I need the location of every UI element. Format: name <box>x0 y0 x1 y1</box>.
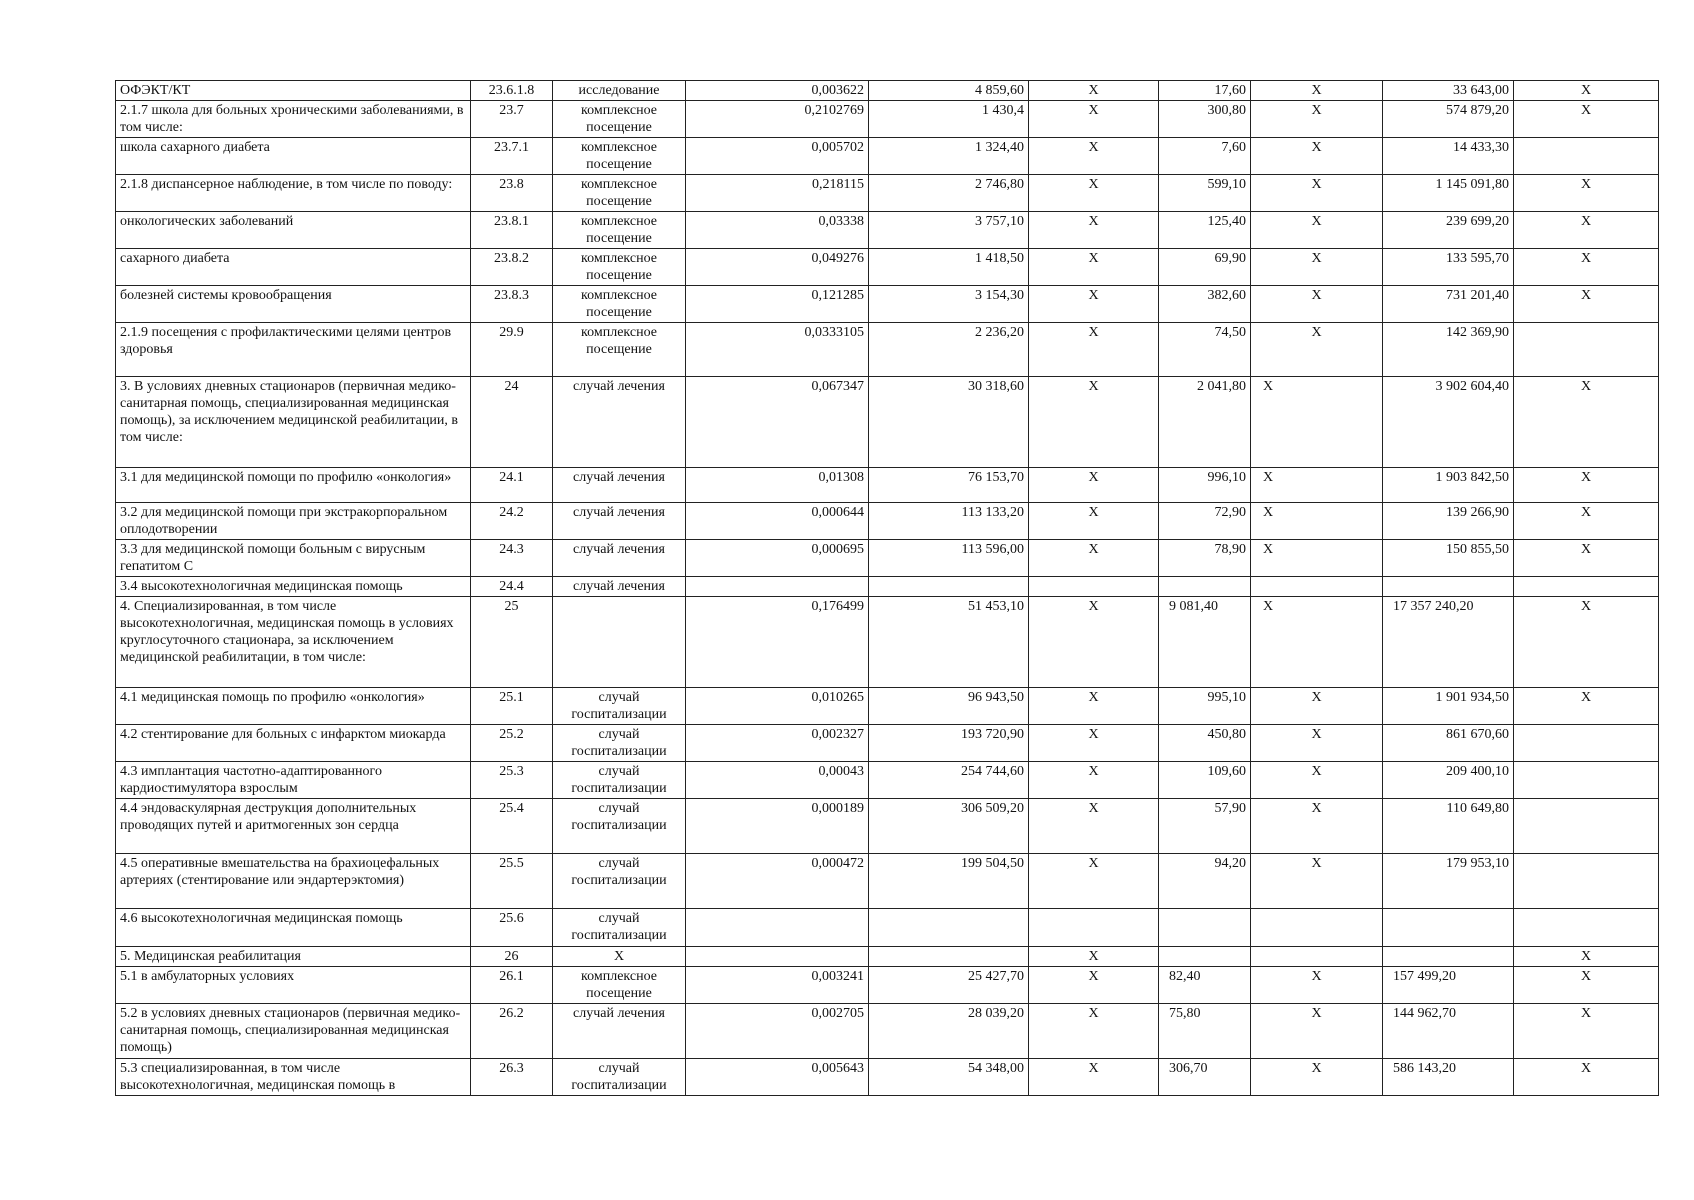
row-x3-cell: X <box>1514 1059 1659 1096</box>
row-x2-cell: X <box>1251 967 1383 1004</box>
row-x2-cell: X <box>1251 249 1383 286</box>
row-norm-cell: 0,176499 <box>686 597 869 688</box>
row-x1-cell: X <box>1029 249 1159 286</box>
row-x1-cell: X <box>1029 947 1159 967</box>
row-per-capita-cell: 75,80 <box>1159 1004 1251 1059</box>
row-per-capita-cell: 996,10 <box>1159 468 1251 503</box>
row-cost-cell: 30 318,60 <box>869 377 1029 468</box>
row-unit-cell: комплексное посещение <box>553 212 686 249</box>
row-x1-cell: X <box>1029 1059 1159 1096</box>
row-code-cell: 23.8.2 <box>471 249 553 286</box>
row-total-cell: 139 266,90 <box>1383 503 1514 540</box>
row-per-capita-cell: 125,40 <box>1159 212 1251 249</box>
row-x2-cell <box>1251 909 1383 947</box>
row-x2-cell: X <box>1251 597 1383 688</box>
row-x3-cell: X <box>1514 212 1659 249</box>
row-per-capita-cell: 82,40 <box>1159 967 1251 1004</box>
row-x2-cell: X <box>1251 1059 1383 1096</box>
row-norm-cell: 0,003622 <box>686 81 869 101</box>
row-norm-cell: 0,000189 <box>686 799 869 854</box>
row-x2-cell: X <box>1251 503 1383 540</box>
row-per-capita-cell: 7,60 <box>1159 138 1251 175</box>
row-x2-cell: X <box>1251 81 1383 101</box>
row-unit-cell: случай лечения <box>553 1004 686 1059</box>
row-x2-cell: X <box>1251 377 1383 468</box>
row-total-cell: 142 369,90 <box>1383 323 1514 377</box>
row-unit-cell: случай лечения <box>553 377 686 468</box>
row-total-cell <box>1383 947 1514 967</box>
row-norm-cell: 0,049276 <box>686 249 869 286</box>
row-x3-cell: X <box>1514 101 1659 138</box>
row-norm-cell: 0,218115 <box>686 175 869 212</box>
row-norm-cell: 0,067347 <box>686 377 869 468</box>
row-unit-cell: случай госпитализации <box>553 688 686 725</box>
row-cost-cell: 25 427,70 <box>869 967 1029 1004</box>
row-cost-cell: 96 943,50 <box>869 688 1029 725</box>
row-cost-cell: 113 133,20 <box>869 503 1029 540</box>
row-name-cell: 4.1 медицинская помощь по профилю «онкология» <box>116 688 471 725</box>
row-x1-cell: X <box>1029 101 1159 138</box>
row-name-cell: 2.1.9 посещения с профилактическими целями центров здоровья <box>116 323 471 377</box>
row-code-cell: 23.6.1.8 <box>471 81 553 101</box>
row-code-cell: 26.2 <box>471 1004 553 1059</box>
row-code-cell: 25.1 <box>471 688 553 725</box>
row-x1-cell: X <box>1029 377 1159 468</box>
row-x2-cell: X <box>1251 762 1383 799</box>
row-cost-cell: 199 504,50 <box>869 854 1029 909</box>
row-x2-cell <box>1251 947 1383 967</box>
row-x1-cell <box>1029 909 1159 947</box>
row-x2-cell: X <box>1251 540 1383 577</box>
row-unit-cell: случай лечения <box>553 577 686 597</box>
table-row <box>116 286 1659 323</box>
row-code-cell: 24.4 <box>471 577 553 597</box>
row-unit-cell <box>553 597 686 688</box>
table-row <box>116 212 1659 249</box>
row-per-capita-cell: 382,60 <box>1159 286 1251 323</box>
row-x3-cell: X <box>1514 468 1659 503</box>
row-norm-cell: 0,121285 <box>686 286 869 323</box>
row-per-capita-cell: 306,70 <box>1159 1059 1251 1096</box>
row-name-cell: 3.3 для медицинской помощи больным с вирусным гепатитом С <box>116 540 471 577</box>
row-norm-cell: 0,000644 <box>686 503 869 540</box>
row-x3-cell: X <box>1514 540 1659 577</box>
row-total-cell: 1 145 091,80 <box>1383 175 1514 212</box>
row-name-cell: школа сахарного диабета <box>116 138 471 175</box>
row-norm-cell: 0,2102769 <box>686 101 869 138</box>
row-code-cell: 23.8 <box>471 175 553 212</box>
table-row <box>116 81 1659 101</box>
row-total-cell <box>1383 909 1514 947</box>
row-norm-cell: 0,01308 <box>686 468 869 503</box>
row-cost-cell: 3 154,30 <box>869 286 1029 323</box>
row-x3-cell: X <box>1514 249 1659 286</box>
row-code-cell: 24.1 <box>471 468 553 503</box>
row-total-cell: 33 643,00 <box>1383 81 1514 101</box>
row-x3-cell <box>1514 762 1659 799</box>
row-name-cell: 3.4 высокотехнологичная медицинская помощь <box>116 577 471 597</box>
row-x1-cell: X <box>1029 138 1159 175</box>
row-unit-cell: случай госпитализации <box>553 725 686 762</box>
row-x1-cell: X <box>1029 81 1159 101</box>
row-total-cell: 1 903 842,50 <box>1383 468 1514 503</box>
row-code-cell: 25.5 <box>471 854 553 909</box>
row-cost-cell: 3 757,10 <box>869 212 1029 249</box>
row-per-capita-cell: 9 081,40 <box>1159 597 1251 688</box>
row-x3-cell: X <box>1514 597 1659 688</box>
row-total-cell: 17 357 240,20 <box>1383 597 1514 688</box>
row-x3-cell: X <box>1514 175 1659 212</box>
table-row <box>116 323 1659 377</box>
row-code-cell: 23.8.3 <box>471 286 553 323</box>
row-name-cell: 3.2 для медицинской помощи при экстракорпоральном оплодотворении <box>116 503 471 540</box>
row-total-cell: 239 699,20 <box>1383 212 1514 249</box>
row-code-cell: 25.3 <box>471 762 553 799</box>
table-row <box>116 967 1659 1004</box>
row-unit-cell: комплексное посещение <box>553 249 686 286</box>
row-x1-cell: X <box>1029 1004 1159 1059</box>
row-total-cell: 731 201,40 <box>1383 286 1514 323</box>
table-row <box>116 468 1659 503</box>
row-total-cell: 157 499,20 <box>1383 967 1514 1004</box>
row-unit-cell: случай госпитализации <box>553 1059 686 1096</box>
table-row <box>116 909 1659 947</box>
row-total-cell: 1 901 934,50 <box>1383 688 1514 725</box>
row-total-cell: 861 670,60 <box>1383 725 1514 762</box>
row-per-capita-cell: 57,90 <box>1159 799 1251 854</box>
row-x3-cell: X <box>1514 688 1659 725</box>
table-row <box>116 688 1659 725</box>
row-x2-cell: X <box>1251 854 1383 909</box>
row-code-cell: 23.8.1 <box>471 212 553 249</box>
table-row <box>116 175 1659 212</box>
row-unit-cell: случай лечения <box>553 468 686 503</box>
row-name-cell: 5. Медицинская реабилитация <box>116 947 471 967</box>
row-per-capita-cell: 450,80 <box>1159 725 1251 762</box>
row-per-capita-cell <box>1159 947 1251 967</box>
row-x3-cell <box>1514 725 1659 762</box>
row-cost-cell: 1 418,50 <box>869 249 1029 286</box>
table-row <box>116 799 1659 854</box>
row-unit-cell: случай госпитализации <box>553 762 686 799</box>
row-name-cell: онкологических заболеваний <box>116 212 471 249</box>
row-code-cell: 24.2 <box>471 503 553 540</box>
row-name-cell: 2.1.8 диспансерное наблюдение, в том числе по поводу: <box>116 175 471 212</box>
row-x1-cell: X <box>1029 175 1159 212</box>
row-per-capita-cell: 599,10 <box>1159 175 1251 212</box>
row-total-cell: 3 902 604,40 <box>1383 377 1514 468</box>
row-unit-cell: случай лечения <box>553 540 686 577</box>
row-x3-cell <box>1514 854 1659 909</box>
row-unit-cell: случай госпитализации <box>553 909 686 947</box>
row-x2-cell: X <box>1251 799 1383 854</box>
row-name-cell: ОФЭКТ/КТ <box>116 81 471 101</box>
row-code-cell: 25.2 <box>471 725 553 762</box>
row-cost-cell: 54 348,00 <box>869 1059 1029 1096</box>
row-cost-cell <box>869 577 1029 597</box>
row-total-cell: 179 953,10 <box>1383 854 1514 909</box>
row-x2-cell: X <box>1251 323 1383 377</box>
row-code-cell: 29.9 <box>471 323 553 377</box>
row-x3-cell: X <box>1514 1004 1659 1059</box>
row-x3-cell: X <box>1514 81 1659 101</box>
table-row <box>116 762 1659 799</box>
row-total-cell <box>1383 577 1514 597</box>
row-total-cell: 150 855,50 <box>1383 540 1514 577</box>
row-per-capita-cell: 72,90 <box>1159 503 1251 540</box>
row-x2-cell: X <box>1251 725 1383 762</box>
table-row <box>116 1004 1659 1059</box>
row-x2-cell: X <box>1251 138 1383 175</box>
row-total-cell: 14 433,30 <box>1383 138 1514 175</box>
row-norm-cell: 0,005643 <box>686 1059 869 1096</box>
row-unit-cell: случай госпитализации <box>553 854 686 909</box>
row-unit-cell: случай госпитализации <box>553 799 686 854</box>
row-unit-cell: комплексное посещение <box>553 967 686 1004</box>
row-name-cell: 5.1 в амбулаторных условиях <box>116 967 471 1004</box>
row-unit-cell: комплексное посещение <box>553 286 686 323</box>
row-per-capita-cell: 300,80 <box>1159 101 1251 138</box>
row-unit-cell: комплексное посещение <box>553 101 686 138</box>
row-code-cell: 26.3 <box>471 1059 553 1096</box>
row-x3-cell <box>1514 799 1659 854</box>
row-name-cell: сахарного диабета <box>116 249 471 286</box>
row-x3-cell <box>1514 909 1659 947</box>
row-x2-cell: X <box>1251 286 1383 323</box>
row-per-capita-cell <box>1159 577 1251 597</box>
row-cost-cell: 2 236,20 <box>869 323 1029 377</box>
row-norm-cell <box>686 947 869 967</box>
row-norm-cell: 0,0333105 <box>686 323 869 377</box>
row-total-cell: 586 143,20 <box>1383 1059 1514 1096</box>
row-x3-cell: X <box>1514 947 1659 967</box>
row-code-cell: 26.1 <box>471 967 553 1004</box>
row-code-cell: 25 <box>471 597 553 688</box>
row-x1-cell: X <box>1029 503 1159 540</box>
row-unit-cell: X <box>553 947 686 967</box>
row-cost-cell: 1 430,4 <box>869 101 1029 138</box>
row-cost-cell <box>869 909 1029 947</box>
row-cost-cell <box>869 947 1029 967</box>
row-cost-cell: 28 039,20 <box>869 1004 1029 1059</box>
row-total-cell: 133 595,70 <box>1383 249 1514 286</box>
row-cost-cell: 254 744,60 <box>869 762 1029 799</box>
row-x1-cell: X <box>1029 688 1159 725</box>
row-cost-cell: 51 453,10 <box>869 597 1029 688</box>
row-x3-cell: X <box>1514 503 1659 540</box>
row-code-cell: 24 <box>471 377 553 468</box>
row-x3-cell: X <box>1514 377 1659 468</box>
row-cost-cell: 113 596,00 <box>869 540 1029 577</box>
table-row <box>116 377 1659 468</box>
row-norm-cell: 0,002705 <box>686 1004 869 1059</box>
table-body <box>116 81 1659 1096</box>
table-row <box>116 503 1659 540</box>
table-row <box>116 597 1659 688</box>
row-norm-cell <box>686 909 869 947</box>
row-name-cell: 4.6 высокотехнологичная медицинская помощь <box>116 909 471 947</box>
row-norm-cell: 0,00043 <box>686 762 869 799</box>
row-unit-cell: комплексное посещение <box>553 175 686 212</box>
row-per-capita-cell: 74,50 <box>1159 323 1251 377</box>
row-code-cell: 25.6 <box>471 909 553 947</box>
table-row <box>116 1059 1659 1096</box>
row-unit-cell: случай лечения <box>553 503 686 540</box>
row-code-cell: 23.7 <box>471 101 553 138</box>
row-x1-cell: X <box>1029 286 1159 323</box>
row-per-capita-cell: 109,60 <box>1159 762 1251 799</box>
row-name-cell: 4.5 оперативные вмешательства на брахиоцефальных артериях (стентирование или эндартерэктомия) <box>116 854 471 909</box>
row-per-capita-cell: 17,60 <box>1159 81 1251 101</box>
row-x1-cell: X <box>1029 967 1159 1004</box>
row-per-capita-cell <box>1159 909 1251 947</box>
row-cost-cell: 1 324,40 <box>869 138 1029 175</box>
row-x1-cell: X <box>1029 468 1159 503</box>
row-cost-cell: 193 720,90 <box>869 725 1029 762</box>
row-norm-cell: 0,000695 <box>686 540 869 577</box>
row-norm-cell: 0,03338 <box>686 212 869 249</box>
row-total-cell: 209 400,10 <box>1383 762 1514 799</box>
row-name-cell: 3. В условиях дневных стационаров (первичная медико-санитарная помощь, специализированная медицинская помощь), за исключением медицинской реабилитации, в том числе: <box>116 377 471 468</box>
row-x1-cell: X <box>1029 323 1159 377</box>
table-row <box>116 947 1659 967</box>
row-x1-cell <box>1029 577 1159 597</box>
row-x2-cell: X <box>1251 212 1383 249</box>
row-cost-cell: 306 509,20 <box>869 799 1029 854</box>
row-x1-cell: X <box>1029 854 1159 909</box>
row-cost-cell: 4 859,60 <box>869 81 1029 101</box>
row-per-capita-cell: 2 041,80 <box>1159 377 1251 468</box>
medical-care-table <box>115 80 1659 1096</box>
row-x2-cell: X <box>1251 468 1383 503</box>
row-name-cell: 4.3 имплантация частотно-адаптированного кардиостимулятора взрослым <box>116 762 471 799</box>
row-name-cell: 3.1 для медицинской помощи по профилю «онкология» <box>116 468 471 503</box>
table-row <box>116 725 1659 762</box>
row-x2-cell <box>1251 577 1383 597</box>
table-row <box>116 249 1659 286</box>
row-name-cell: болезней системы кровообращения <box>116 286 471 323</box>
row-code-cell: 24.3 <box>471 540 553 577</box>
row-name-cell: 4. Специализированная, в том числе высокотехнологичная, медицинская помощь в условиях круглосуточного стационара, за исключением медицинской реабилитации, в том числе: <box>116 597 471 688</box>
row-name-cell: 4.2 стентирование для больных с инфарктом миокарда <box>116 725 471 762</box>
row-x1-cell: X <box>1029 597 1159 688</box>
row-norm-cell: 0,003241 <box>686 967 869 1004</box>
row-total-cell: 574 879,20 <box>1383 101 1514 138</box>
row-code-cell: 25.4 <box>471 799 553 854</box>
table-row <box>116 854 1659 909</box>
row-norm-cell: 0,010265 <box>686 688 869 725</box>
table-row <box>116 540 1659 577</box>
row-x2-cell: X <box>1251 688 1383 725</box>
row-code-cell: 26 <box>471 947 553 967</box>
row-norm-cell <box>686 577 869 597</box>
row-x1-cell: X <box>1029 212 1159 249</box>
row-norm-cell: 0,005702 <box>686 138 869 175</box>
row-x3-cell: X <box>1514 286 1659 323</box>
row-x1-cell: X <box>1029 762 1159 799</box>
table-row <box>116 138 1659 175</box>
row-x3-cell <box>1514 577 1659 597</box>
row-name-cell: 2.1.7 школа для больных хроническими заболеваниями, в том числе: <box>116 101 471 138</box>
row-per-capita-cell: 69,90 <box>1159 249 1251 286</box>
row-x1-cell: X <box>1029 799 1159 854</box>
row-cost-cell: 2 746,80 <box>869 175 1029 212</box>
row-x3-cell: X <box>1514 967 1659 1004</box>
row-x3-cell <box>1514 323 1659 377</box>
row-norm-cell: 0,000472 <box>686 854 869 909</box>
row-name-cell: 5.3 специализированная, в том числе высокотехнологичная, медицинская помощь в <box>116 1059 471 1096</box>
row-norm-cell: 0,002327 <box>686 725 869 762</box>
row-total-cell: 110 649,80 <box>1383 799 1514 854</box>
row-x2-cell: X <box>1251 1004 1383 1059</box>
row-name-cell: 5.2 в условиях дневных стационаров (первичная медико-санитарная помощь, специализированная медицинская помощь) <box>116 1004 471 1059</box>
row-per-capita-cell: 995,10 <box>1159 688 1251 725</box>
row-x3-cell <box>1514 138 1659 175</box>
row-per-capita-cell: 78,90 <box>1159 540 1251 577</box>
row-name-cell: 4.4 эндоваскулярная деструкция дополнительных проводящих путей и аритмогенных зон сердца <box>116 799 471 854</box>
row-code-cell: 23.7.1 <box>471 138 553 175</box>
row-x2-cell: X <box>1251 101 1383 138</box>
row-unit-cell: комплексное посещение <box>553 138 686 175</box>
row-x1-cell: X <box>1029 540 1159 577</box>
row-per-capita-cell: 94,20 <box>1159 854 1251 909</box>
table-row <box>116 577 1659 597</box>
row-total-cell: 144 962,70 <box>1383 1004 1514 1059</box>
row-x1-cell: X <box>1029 725 1159 762</box>
row-x2-cell: X <box>1251 175 1383 212</box>
row-unit-cell: исследование <box>553 81 686 101</box>
row-unit-cell: комплексное посещение <box>553 323 686 377</box>
table-row <box>116 101 1659 138</box>
row-cost-cell: 76 153,70 <box>869 468 1029 503</box>
